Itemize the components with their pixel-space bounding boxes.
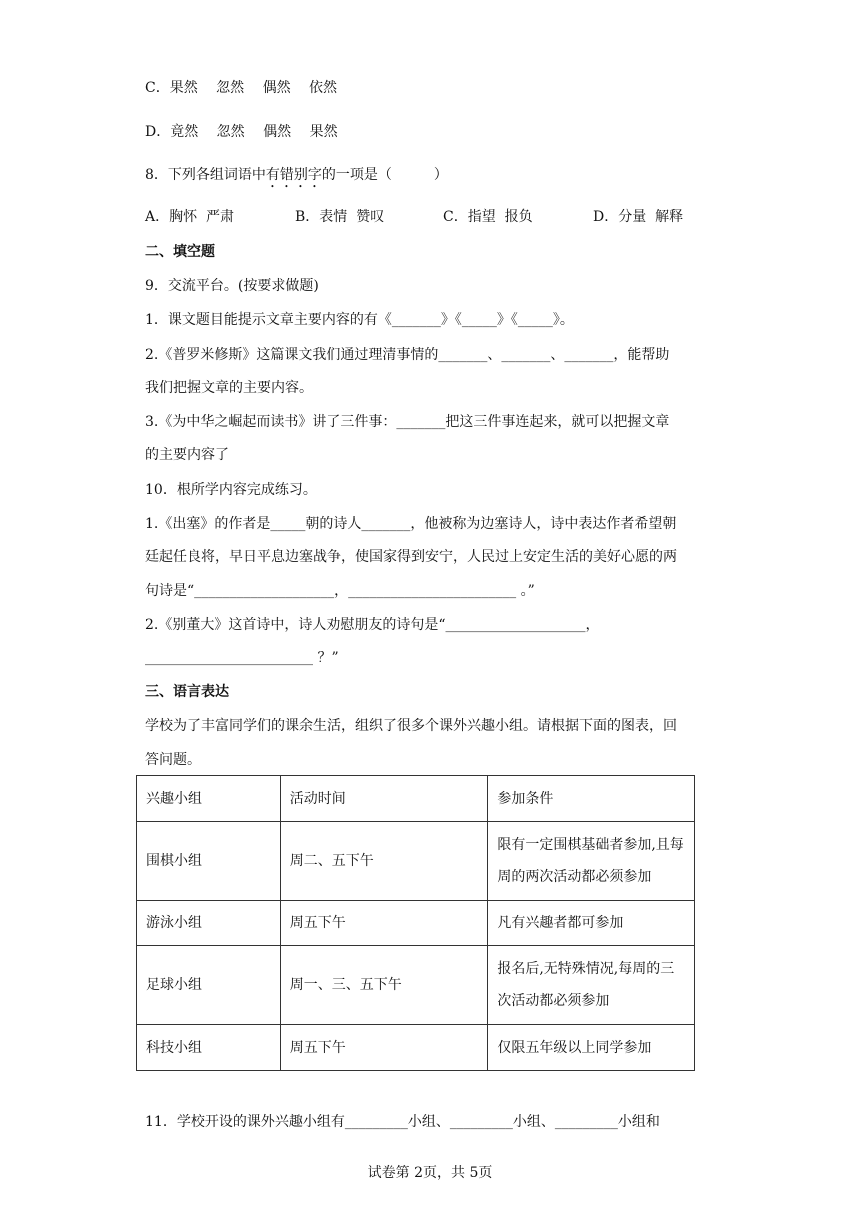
q9-title: 9．交流平台。(按要求做题) <box>145 278 319 294</box>
table-row <box>137 901 695 946</box>
section-3-heading: 三、语言表达 <box>145 684 229 700</box>
table-header-cell: 兴趣小组 <box>137 776 281 822</box>
table-cell: 凡有兴趣者都可参加 <box>488 901 695 946</box>
q10-item-2-line-1: 2.《别董大》这首诗中，诗人劝慰朋友的诗句是“____________________， <box>145 617 600 633</box>
q8-stem-after: 的一项是（ ） <box>321 167 448 183</box>
q8-option-c: C．指望 报负 <box>443 209 533 225</box>
table-header-row <box>137 776 695 822</box>
section-3-intro-line-2: 答问题。 <box>145 752 201 768</box>
q7-option-c: C．果然 忽然 偶然 依然 <box>145 80 338 96</box>
table-row <box>137 1025 695 1071</box>
q10-title: 10．根所学内容完成练习。 <box>145 482 317 498</box>
q10-item-2-line-2: ________________________ ？” <box>145 650 339 666</box>
table-cell: 仅限五年级以上同学参加 <box>488 1025 695 1071</box>
table-cell: 科技小组 <box>137 1025 281 1071</box>
q9-item-2-line-2: 我们把握文章的主要内容。 <box>145 380 313 396</box>
q8-option-a: A．胸怀 严肃 <box>145 209 235 225</box>
table-cell: 周二、五下午 <box>280 822 488 901</box>
interest-groups-table <box>136 775 695 1071</box>
section-2-heading: 二、填空题 <box>145 244 215 260</box>
table-cell: 游泳小组 <box>137 901 281 946</box>
table-header-cell: 参加条件 <box>488 776 695 822</box>
table-row <box>137 946 695 1025</box>
table-header-cell: 活动时间 <box>280 776 488 822</box>
table-cell: 周五下午 <box>280 901 488 946</box>
table-cell: 报名后,无特殊情况,每周的三次活动都必须参加 <box>488 946 695 1025</box>
page-footer: 试卷第 2页，共 5页 <box>367 1165 493 1181</box>
q8-option-b: B．表情 赞叹 <box>295 209 385 225</box>
q9-item-1: 1．课文题目能提示文章主要内容的有《_______》《_____》《_____》。 <box>145 312 574 328</box>
q10-item-1-line-3: 句诗是“____________________，________________________ 。” <box>145 583 535 599</box>
q10-item-1-line-2: 廷起任良将，早日平息边塞战争，使国家得到安宁，人民过上安定生活的美好心愿的两 <box>145 549 677 565</box>
section-3-intro-line-1: 学校为了丰富同学们的课余生活，组织了很多个课外兴趣小组。请根据下面的图表，回 <box>145 718 677 734</box>
q11-line: 11．学校开设的课外兴趣小组有_________小组、_________小组、_________小组和 <box>145 1114 660 1130</box>
table-cell: 限有一定围棋基础者参加,且每周的两次活动都必须参加 <box>488 822 695 901</box>
q8-stem <box>145 165 448 191</box>
table-row <box>137 822 695 901</box>
table-cell: 足球小组 <box>137 946 281 1025</box>
q9-item-3-line-1: 3.《为中华之崛起而读书》讲了三件事：_______把这三件事连起来，就可以把握文章 <box>145 414 670 430</box>
q8-stem-emphasis: 有错别字 <box>265 167 322 183</box>
table-cell: 围棋小组 <box>137 822 281 901</box>
table-cell: 周五下午 <box>280 1025 488 1071</box>
q8-stem-before: 8．下列各组词语中 <box>145 167 266 183</box>
q9-item-2-line-1: 2.《普罗米修斯》这篇课文我们通过理清事情的_______、_______、_______，能帮助 <box>145 347 670 363</box>
table-cell: 周一、三、五下午 <box>280 946 488 1025</box>
q10-item-1-line-1: 1.《出塞》的作者是_____朝的诗人_______，他被称为边塞诗人，诗中表达作者希望朝 <box>145 516 677 532</box>
q8-option-d: D．分量 解释 <box>593 209 684 225</box>
q9-item-3-line-2: 的主要内容了 <box>145 447 229 463</box>
q7-option-d: D．竟然 忽然 偶然 果然 <box>145 124 338 140</box>
